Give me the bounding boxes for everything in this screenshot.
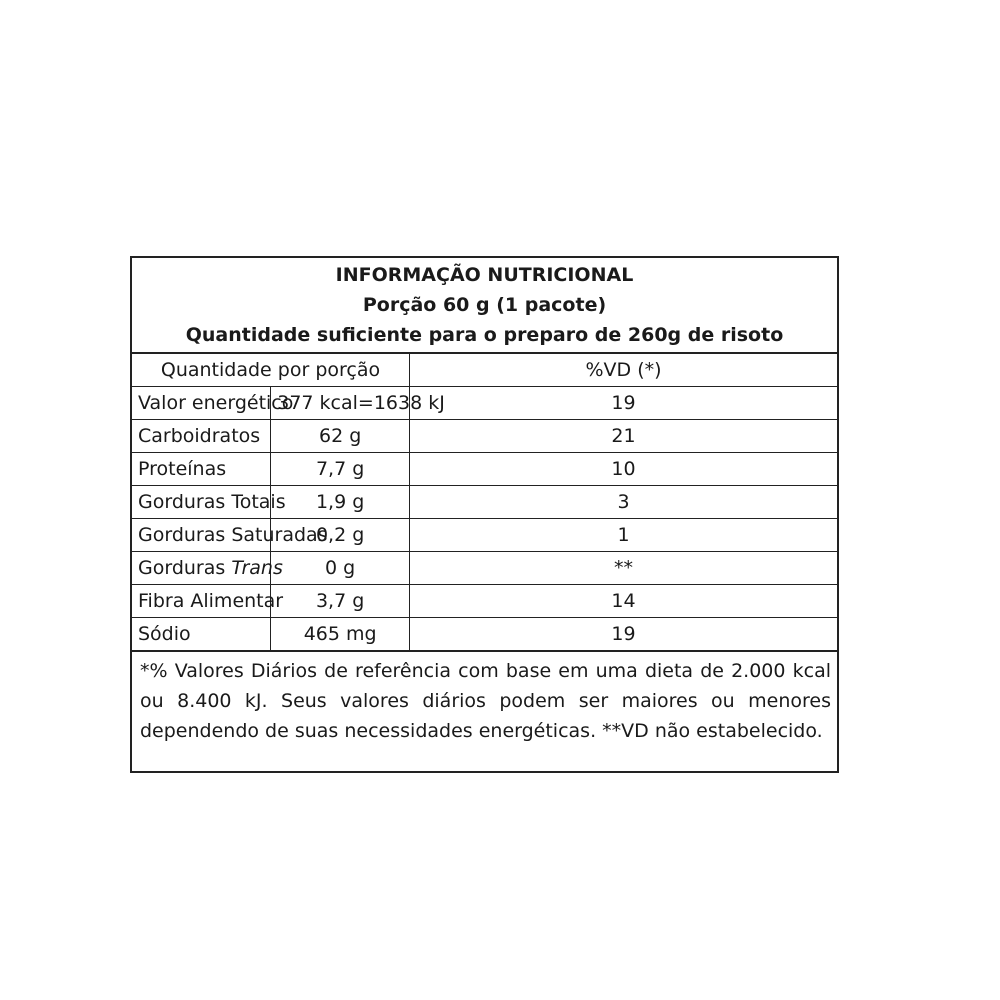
nutrient-name (132, 552, 283, 585)
yield-note: Quantidade suficiente para o preparo de 260g de risoto (185, 324, 784, 346)
nutrient-vd: 3 (410, 486, 838, 519)
nutrient-amount: 3,7 g (271, 585, 410, 618)
nutrient-name-italic: Trans (231, 557, 283, 579)
nutrient-amount: 7,7 g (271, 453, 410, 486)
nutrient-name: Gorduras Totais (132, 486, 271, 519)
table-row (132, 453, 837, 486)
nutrient-amount: 0,2 g (271, 519, 410, 552)
nutrient-vd: 19 (410, 618, 838, 651)
nutrient-vd: 21 (410, 420, 838, 453)
label-title: INFORMAÇÃO NUTRICIONAL (335, 264, 634, 286)
nutrient-vd: 19 (410, 387, 838, 420)
nutrient-vd: 14 (410, 585, 838, 618)
nutrient-name: Proteínas (132, 453, 271, 486)
table-row (132, 552, 837, 585)
nutrient-vd: ** (410, 552, 838, 585)
table-row (132, 486, 837, 519)
nutrient-name: Gorduras Saturadas (132, 519, 271, 552)
nutrient-name: Valor energético (132, 387, 271, 420)
portion-size: Porção 60 g (1 pacote) (362, 294, 607, 316)
table-row (132, 618, 837, 651)
nutrient-amount: 377 kcal=1638 kJ (271, 387, 410, 420)
table-row (132, 420, 837, 453)
column-header-vd: %VD (*) (410, 354, 838, 387)
nutrient-amount: 62 g (271, 420, 410, 453)
table-row (132, 387, 837, 420)
nutrient-vd: 1 (410, 519, 838, 552)
nutrition-facts-label (130, 256, 839, 773)
nutrient-name-prefix: Gorduras (138, 557, 232, 579)
label-header (132, 258, 837, 354)
footnote: *% Valores Diários de referência com base em uma dieta de 2.000 kcal ou 8.400 kJ. Seus valores diários podem ser maiores ou menores dependendo de suas necessidades energéticas. **VD não estabelecido. (132, 651, 837, 746)
nutrient-amount: 465 mg (271, 618, 410, 651)
nutrient-name: Fibra Alimentar (132, 585, 271, 618)
nutrient-amount: 0 g (271, 552, 410, 585)
nutrient-name: Sódio (132, 618, 271, 651)
column-header-quantity: Quantidade por porção (132, 354, 410, 387)
table-header-row (132, 354, 837, 387)
nutrient-amount: 1,9 g (271, 486, 410, 519)
table-row (132, 585, 837, 618)
nutrient-name: Carboidratos (132, 420, 271, 453)
nutrient-vd: 10 (410, 453, 838, 486)
table-row (132, 519, 837, 552)
nutrition-table (132, 354, 837, 651)
